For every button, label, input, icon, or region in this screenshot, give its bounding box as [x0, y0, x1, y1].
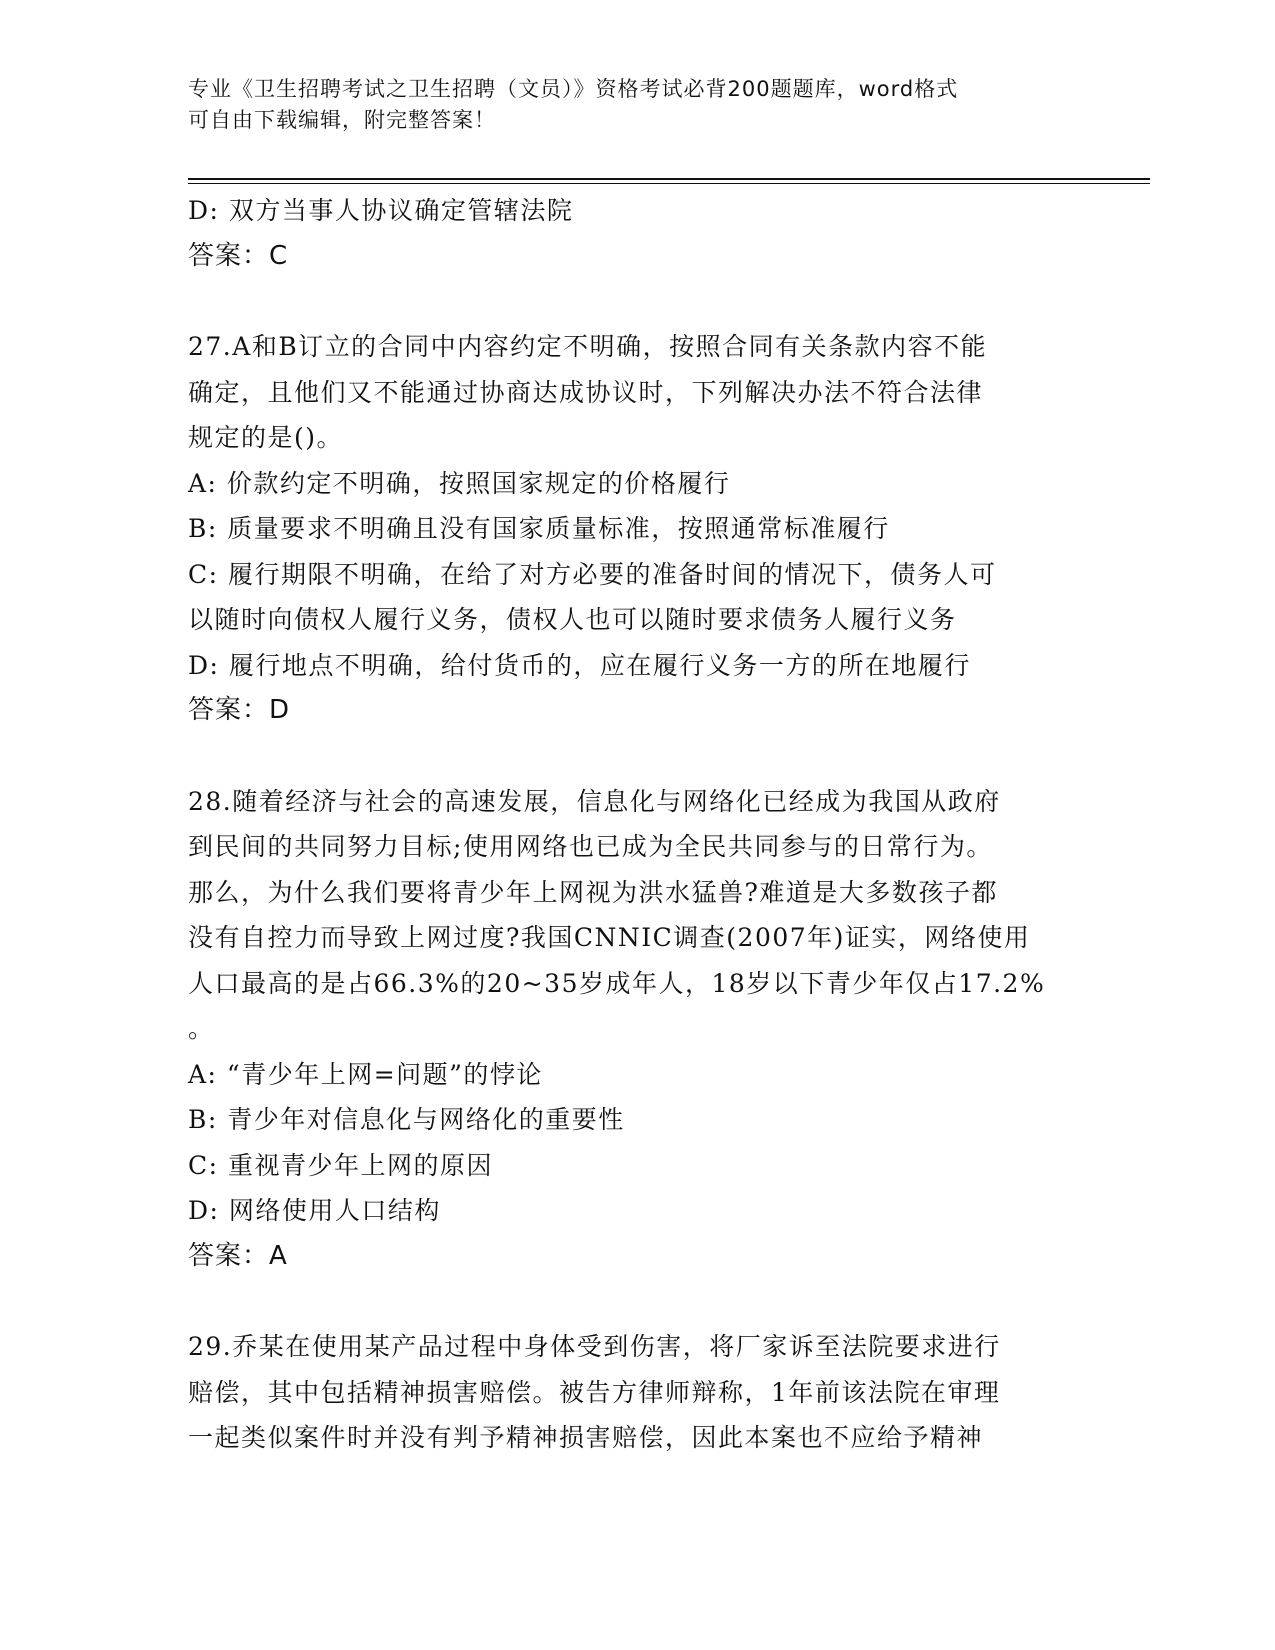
option-c-continued: 以随时向债权人履行义务，债权人也可以随时要求债务人履行义务	[188, 605, 957, 634]
question-text-line: 规定的是()。	[188, 423, 344, 452]
question-text-line: 27.A和B订立的合同中内容约定不明确，按照合同有关条款内容不能	[188, 332, 988, 361]
spacer	[188, 734, 1088, 779]
question-text-line: 那么，为什么我们要将青少年上网视为洪水猛兽?难道是大多数孩子都	[188, 877, 998, 907]
question-text-line: 29.乔某在使用某产品过程中身体受到伤害，将厂家诉至法院要求进行	[188, 1332, 1001, 1361]
question-text-line: 确定，且他们又不能通过协商达成协议时，下列解决办法不符合法律	[188, 377, 984, 407]
header-title-line-2: 可自由下载编辑，附完整答案！	[188, 108, 496, 132]
document-body	[188, 188, 1088, 1461]
header-divider-thin	[188, 183, 1150, 184]
option-a: A: “青少年上网=问题”的悖论	[188, 1059, 543, 1089]
answer-label: 答案：C	[188, 240, 289, 271]
header-divider-thick	[188, 178, 1150, 180]
spacer	[188, 279, 1088, 324]
option-d: D: 履行地点不明确，给付货币的，应在履行义务一方的所在地履行	[188, 650, 971, 680]
question-28	[188, 779, 1088, 1280]
question-text-line: 一起类似案件时并没有判予精神损害赔偿，因此本案也不应给予精神	[188, 1423, 984, 1452]
question-text-line: 赔偿，其中包括精神损害赔偿。被告方律师辩称，1年前该法院在审理	[188, 1377, 1001, 1407]
option-a: A: 价款约定不明确，按照国家规定的价格履行	[188, 468, 731, 498]
question-text-line: 到民间的共同努力目标;使用网络也已成为全民共同参与的日常行为。	[188, 832, 993, 861]
question-29	[188, 1324, 1088, 1461]
question-26-tail	[188, 188, 1088, 279]
option-d: D: 双方当事人协议确定管辖法院	[188, 196, 574, 225]
option-b: B: 质量要求不明确且没有国家质量标准，按照通常标准履行	[188, 514, 890, 543]
answer-label: 答案：A	[188, 1240, 288, 1271]
option-c: C: 履行期限不明确，在给了对方必要的准备时间的情况下，债务人可	[188, 559, 997, 589]
option-b: B: 青少年对信息化与网络化的重要性	[188, 1105, 625, 1134]
question-text-line: 28.随着经济与社会的高速发展，信息化与网络化已经成为我国从政府	[188, 786, 1001, 816]
option-c: C: 重视青少年上网的原因	[188, 1150, 493, 1180]
question-text-line: 。	[188, 1014, 215, 1043]
question-text-line: 没有自控力而导致上网过度?我国CNNIC调查(2007年)证实，网络使用	[188, 923, 1031, 952]
spacer	[188, 1279, 1088, 1324]
answer-label: 答案：D	[188, 695, 291, 725]
document-header	[188, 74, 1088, 136]
question-text-line: 人口最高的是占66.3%的20~35岁成年人，18岁以下青少年仅占17.2%	[188, 968, 1046, 998]
question-27	[188, 324, 1088, 734]
option-d: D: 网络使用人口结构	[188, 1196, 441, 1225]
header-title-line-1: 专业《卫生招聘考试之卫生招聘（文员）》资格考试必背200题题库，word格式	[188, 77, 959, 101]
